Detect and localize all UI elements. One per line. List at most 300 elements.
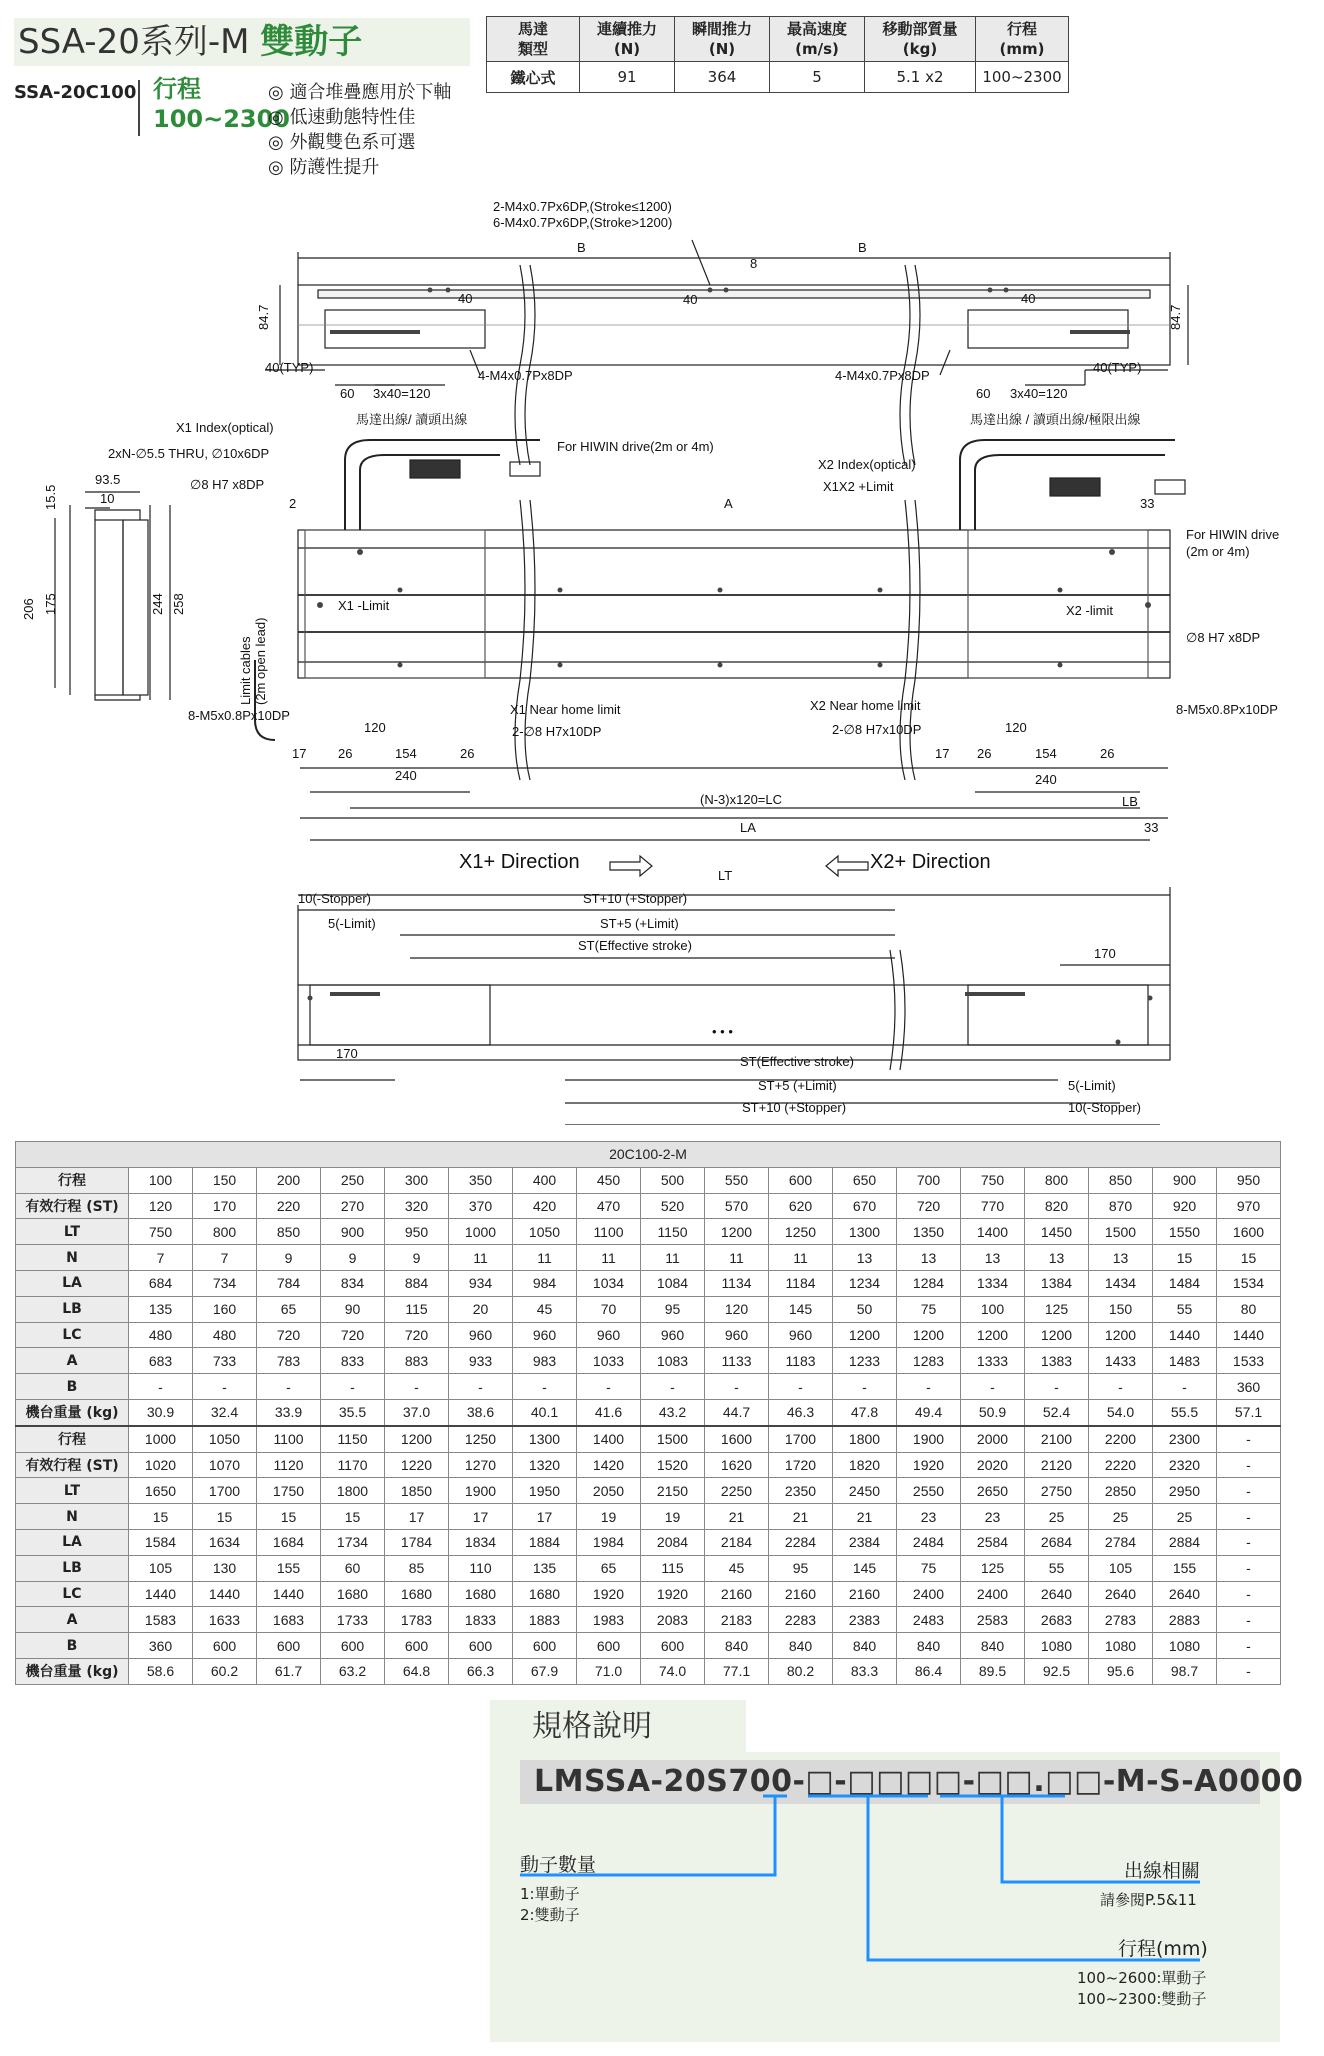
table-cell: 2200 <box>1089 1426 1153 1452</box>
table-cell: 17 <box>385 1504 449 1530</box>
table-cell: 1400 <box>961 1219 1025 1245</box>
svg-text:2-M4x0.7Px6DP,(Stroke≤1200): 2-M4x0.7Px6DP,(Stroke≤1200) <box>493 199 672 214</box>
table-cell: 600 <box>257 1633 321 1659</box>
table-cell: 63.2 <box>321 1658 385 1684</box>
svg-text:Limit cables: Limit cables <box>238 636 253 705</box>
table-cell: - <box>577 1374 641 1400</box>
svg-text:LB: LB <box>1122 794 1138 809</box>
row-header: LA <box>16 1529 129 1555</box>
spec-header: 馬達 類型 <box>487 17 580 62</box>
title-highlight: 雙動子 <box>260 22 363 62</box>
table-cell: 11 <box>513 1245 577 1271</box>
table-cell: 420 <box>513 1193 577 1219</box>
row-header: B <box>16 1374 129 1400</box>
svg-text:40: 40 <box>1021 291 1036 306</box>
row-header: 有效行程 (ST) <box>16 1193 129 1219</box>
table-cell: 2350 <box>769 1478 833 1504</box>
table-cell: 960 <box>577 1322 641 1348</box>
table-cell: - <box>1217 1555 1281 1581</box>
table-cell: 115 <box>641 1555 705 1581</box>
table-cell: 550 <box>705 1167 769 1193</box>
table-cell: 45 <box>513 1296 577 1322</box>
table-cell: 150 <box>193 1167 257 1193</box>
feature-item: ◎ 低速動態特性佳 <box>268 105 451 130</box>
svg-text:• • •: • • • <box>712 1024 733 1039</box>
table-cell: 1080 <box>1153 1633 1217 1659</box>
table-cell: 2784 <box>1089 1529 1153 1555</box>
svg-text:ST(Effective stroke): ST(Effective stroke) <box>578 938 692 953</box>
svg-text:4-M4x0.7Px8DP: 4-M4x0.7Px8DP <box>478 368 573 383</box>
table-cell: 75 <box>897 1555 961 1581</box>
table-cell: 2883 <box>1153 1607 1217 1633</box>
table-cell: 1920 <box>577 1581 641 1607</box>
table-cell: 470 <box>577 1193 641 1219</box>
table-cell: 1600 <box>705 1426 769 1452</box>
table-cell: 733 <box>193 1348 257 1374</box>
table-cell: 934 <box>449 1270 513 1296</box>
table-cell: 2640 <box>1025 1581 1089 1607</box>
table-cell: 850 <box>1089 1167 1153 1193</box>
table-cell: 1550 <box>1153 1219 1217 1245</box>
svg-text:X2 -limit: X2 -limit <box>1066 603 1113 618</box>
table-cell: 600 <box>449 1633 513 1659</box>
table-cell: 2283 <box>769 1607 833 1633</box>
table-cell: 1680 <box>449 1581 513 1607</box>
table-cell: 52.4 <box>1025 1399 1089 1425</box>
table-cell: 2783 <box>1089 1607 1153 1633</box>
table-cell: 105 <box>129 1555 193 1581</box>
table-cell: - <box>257 1374 321 1400</box>
table-cell: 7 <box>193 1245 257 1271</box>
svg-text:馬達出線/ 讀頭出線: 馬達出線/ 讀頭出線 <box>356 412 468 427</box>
table-cell: 2320 <box>1153 1452 1217 1478</box>
table-cell: 2400 <box>961 1581 1025 1607</box>
table-cell: 120 <box>129 1193 193 1219</box>
table-cell: 9 <box>385 1245 449 1271</box>
table-cell: - <box>1025 1374 1089 1400</box>
table-cell: 125 <box>1025 1296 1089 1322</box>
svg-text:17: 17 <box>935 746 950 761</box>
table-cell: 1433 <box>1089 1348 1153 1374</box>
table-cell: 83.3 <box>833 1658 897 1684</box>
svg-text:X1 Index(optical): X1 Index(optical) <box>176 420 274 435</box>
table-cell: 9 <box>257 1245 321 1271</box>
table-cell: 90 <box>321 1296 385 1322</box>
table-cell: 1800 <box>833 1426 897 1452</box>
table-cell: 1434 <box>1089 1270 1153 1296</box>
table-cell: 1834 <box>449 1529 513 1555</box>
table-cell: 160 <box>193 1296 257 1322</box>
svg-text:∅8 H7 x8DP: ∅8 H7 x8DP <box>1186 630 1261 645</box>
table-cell: 784 <box>257 1270 321 1296</box>
table-cell: 2400 <box>897 1581 961 1607</box>
table-cell: 37.0 <box>385 1399 449 1425</box>
table-cell: 43.2 <box>641 1399 705 1425</box>
table-cell: 15 <box>1153 1245 1217 1271</box>
stroke-option: 100~2300:雙動子 <box>1077 1990 1207 2008</box>
table-cell: 15 <box>193 1504 257 1530</box>
table-cell: 720 <box>897 1193 961 1219</box>
table-cell: 2220 <box>1089 1452 1153 1478</box>
table-cell: 33.9 <box>257 1399 321 1425</box>
table-cell: 360 <box>1217 1374 1281 1400</box>
table-cell: 1133 <box>705 1348 769 1374</box>
table-cell: 2484 <box>897 1529 961 1555</box>
table-cell: 85 <box>385 1555 449 1581</box>
table-cell: 1234 <box>833 1270 897 1296</box>
table-cell: 155 <box>257 1555 321 1581</box>
table-cell: 57.1 <box>1217 1399 1281 1425</box>
table-cell: 130 <box>193 1555 257 1581</box>
svg-text:120: 120 <box>364 720 386 735</box>
table-cell: 2020 <box>961 1452 1025 1478</box>
table-cell: - <box>449 1374 513 1400</box>
svg-text:X1+ Direction: X1+ Direction <box>459 851 580 873</box>
table-cell: 2083 <box>641 1607 705 1633</box>
table-cell: 2183 <box>705 1607 769 1633</box>
table-cell: 2050 <box>577 1478 641 1504</box>
table-cell: 70 <box>577 1296 641 1322</box>
table-cell: 960 <box>449 1322 513 1348</box>
svg-text:X2+ Direction: X2+ Direction <box>870 851 991 873</box>
table-cell: 650 <box>833 1167 897 1193</box>
svg-text:154: 154 <box>395 746 417 761</box>
movers-option: 2:雙動子 <box>520 1906 580 1924</box>
table-cell: 30.9 <box>129 1399 193 1425</box>
svg-text:X1 -Limit: X1 -Limit <box>338 598 390 613</box>
svg-text:206: 206 <box>21 598 36 620</box>
table-cell: 1520 <box>641 1452 705 1478</box>
table-cell: 100 <box>961 1296 1025 1322</box>
table-cell: 600 <box>577 1633 641 1659</box>
table-cell: 2950 <box>1153 1478 1217 1504</box>
table-cell: 135 <box>129 1296 193 1322</box>
svg-text:ST(Effective stroke): ST(Effective stroke) <box>740 1054 854 1069</box>
table-cell: 1270 <box>449 1452 513 1478</box>
table-cell: 1733 <box>321 1607 385 1633</box>
table-cell: 145 <box>769 1296 833 1322</box>
table-cell: 933 <box>449 1348 513 1374</box>
table-cell: 55.5 <box>1153 1399 1217 1425</box>
table-cell: 2584 <box>961 1529 1025 1555</box>
table-cell: 75 <box>897 1296 961 1322</box>
svg-text:240: 240 <box>395 768 417 783</box>
table-cell: 95 <box>769 1555 833 1581</box>
table-cell: - <box>1217 1478 1281 1504</box>
model-name: SSA-20C100 <box>14 82 137 103</box>
table-cell: 600 <box>385 1633 449 1659</box>
spec-cell: 100~2300 <box>976 62 1069 93</box>
table-cell: 135 <box>513 1555 577 1581</box>
table-cell: - <box>1217 1504 1281 1530</box>
table-cell: 1080 <box>1025 1633 1089 1659</box>
table-cell: 61.7 <box>257 1658 321 1684</box>
table-cell: 450 <box>577 1167 641 1193</box>
table-cell: 21 <box>769 1504 833 1530</box>
table-cell: 1183 <box>769 1348 833 1374</box>
table-cell: 86.4 <box>897 1658 961 1684</box>
table-cell: 1634 <box>193 1529 257 1555</box>
table-cell: 50 <box>833 1296 897 1322</box>
table-cell: 21 <box>705 1504 769 1530</box>
table-cell: 19 <box>577 1504 641 1530</box>
svg-text:33: 33 <box>1144 820 1159 835</box>
table-cell: - <box>1153 1374 1217 1400</box>
svg-text:84.7: 84.7 <box>1168 304 1183 330</box>
svg-text:5(-Limit): 5(-Limit) <box>328 916 376 931</box>
svg-text:2xN-∅5.5 THRU, ∅10x6DP: 2xN-∅5.5 THRU, ∅10x6DP <box>108 446 270 461</box>
svg-text:15.5: 15.5 <box>43 484 58 510</box>
table-cell: 1420 <box>577 1452 641 1478</box>
table-cell: 670 <box>833 1193 897 1219</box>
table-cell: 1440 <box>129 1581 193 1607</box>
table-cell: 600 <box>769 1167 833 1193</box>
svg-text:244: 244 <box>150 593 165 615</box>
table-cell: 23 <box>961 1504 1025 1530</box>
feature-item: ◎ 適合堆疊應用於下軸 <box>268 80 451 105</box>
table-cell: 25 <box>1025 1504 1089 1530</box>
table-cell: 2384 <box>833 1529 897 1555</box>
svg-text:B: B <box>577 240 586 255</box>
stroke-range: 100~2300 <box>153 105 291 133</box>
table-cell: 1200 <box>385 1426 449 1452</box>
svg-text:X1X2 +Limit: X1X2 +Limit <box>823 479 894 494</box>
table-cell: 54.0 <box>1089 1399 1153 1425</box>
table-cell: 770 <box>961 1193 1025 1219</box>
svg-text:For HIWIN drive(2m or 4m): For HIWIN drive(2m or 4m) <box>557 439 714 454</box>
svg-text:ST+10 (+Stopper): ST+10 (+Stopper) <box>742 1100 847 1115</box>
table-cell: 1620 <box>705 1452 769 1478</box>
table-cell: 1220 <box>385 1452 449 1478</box>
spec-cell: 5.1 x2 <box>865 62 976 93</box>
movers-title: 動子數量 <box>520 1854 597 1876</box>
svg-text:LT: LT <box>718 868 733 883</box>
table-cell: 984 <box>513 1270 577 1296</box>
table-cell: 1984 <box>577 1529 641 1555</box>
table-cell: 17 <box>449 1504 513 1530</box>
table-cell: - <box>1217 1581 1281 1607</box>
table-cell: 120 <box>705 1296 769 1322</box>
table-cell: 71.0 <box>577 1658 641 1684</box>
table-cell: 1000 <box>449 1219 513 1245</box>
table-cell: 20 <box>449 1296 513 1322</box>
table-cell: 883 <box>385 1348 449 1374</box>
svg-text:∅8 H7 x8DP: ∅8 H7 x8DP <box>190 477 265 492</box>
table-cell: 46.3 <box>769 1399 833 1425</box>
table-cell: 1050 <box>513 1219 577 1245</box>
table-cell: 1484 <box>1153 1270 1217 1296</box>
table-cell: 80 <box>1217 1296 1281 1322</box>
spec-cell: 91 <box>580 62 675 93</box>
table-cell: 19 <box>641 1504 705 1530</box>
row-header: 機台重量 (kg) <box>16 1658 129 1684</box>
table-cell: 970 <box>1217 1193 1281 1219</box>
table-cell: 1720 <box>769 1452 833 1478</box>
table-cell: 600 <box>321 1633 385 1659</box>
table-cell: 600 <box>193 1633 257 1659</box>
table-cell: 110 <box>449 1555 513 1581</box>
table-cell: 1784 <box>385 1529 449 1555</box>
table-cell: 1350 <box>897 1219 961 1245</box>
table-cell: - <box>1217 1633 1281 1659</box>
svg-text:40: 40 <box>458 291 473 306</box>
table-cell: 92.5 <box>1025 1658 1089 1684</box>
table-cell: 15 <box>129 1504 193 1530</box>
table-cell: 320 <box>385 1193 449 1219</box>
title-main: SSA-20系列-M <box>18 22 261 62</box>
table-cell: 145 <box>833 1555 897 1581</box>
table-cell: 17 <box>513 1504 577 1530</box>
table-cell: 95.6 <box>1089 1658 1153 1684</box>
cable-title: 出線相關 <box>1124 1860 1201 1882</box>
table-cell: 1680 <box>321 1581 385 1607</box>
table-cell: 1250 <box>449 1426 513 1452</box>
table-cell: 7 <box>129 1245 193 1271</box>
table-cell: 1250 <box>769 1219 833 1245</box>
table-cell: 1680 <box>513 1581 577 1607</box>
table-cell: 870 <box>1089 1193 1153 1219</box>
table-cell: 840 <box>833 1633 897 1659</box>
table-cell: 155 <box>1153 1555 1217 1581</box>
table-cell: 600 <box>641 1633 705 1659</box>
table-cell: 1184 <box>769 1270 833 1296</box>
table-cell: 1233 <box>833 1348 897 1374</box>
table-cell: 95 <box>641 1296 705 1322</box>
table-cell: 13 <box>1025 1245 1089 1271</box>
table-cell: 13 <box>833 1245 897 1271</box>
table-cell: 1584 <box>129 1529 193 1555</box>
table-cell: 1483 <box>1153 1348 1217 1374</box>
table-cell: 2300 <box>1153 1426 1217 1452</box>
table-cell: 74.0 <box>641 1658 705 1684</box>
table-cell: 750 <box>129 1219 193 1245</box>
table-cell: 49.4 <box>897 1399 961 1425</box>
svg-text:40(TYP): 40(TYP) <box>265 360 314 375</box>
svg-text:154: 154 <box>1035 746 1057 761</box>
table-cell: 1334 <box>961 1270 1025 1296</box>
table-cell: 21 <box>833 1504 897 1530</box>
table-cell: 1683 <box>257 1607 321 1633</box>
row-header: 機台重量 (kg) <box>16 1399 129 1425</box>
table-cell: 98.7 <box>1153 1658 1217 1684</box>
table-cell: 1033 <box>577 1348 641 1374</box>
table-cell: 1200 <box>897 1322 961 1348</box>
svg-text:170: 170 <box>336 1046 358 1061</box>
table-cell: - <box>769 1374 833 1400</box>
table-cell: 2250 <box>705 1478 769 1504</box>
svg-text:8-M5x0.8Px10DP: 8-M5x0.8Px10DP <box>1176 702 1278 717</box>
cable-ref: 請參閱P.5&11 <box>1100 1891 1197 1909</box>
svg-text:84.7: 84.7 <box>256 304 271 330</box>
spec-header: 連續推力 (N) <box>580 17 675 62</box>
table-cell: - <box>1089 1374 1153 1400</box>
table-cell: 1750 <box>257 1478 321 1504</box>
table-cell: - <box>897 1374 961 1400</box>
table-cell: 2284 <box>769 1529 833 1555</box>
table-cell: 1633 <box>193 1607 257 1633</box>
table-cell: 1800 <box>321 1478 385 1504</box>
svg-text:For HIWIN drive: For HIWIN drive <box>1186 527 1280 542</box>
table-cell: 1383 <box>1025 1348 1089 1374</box>
svg-text:B: B <box>858 240 867 255</box>
svg-text:馬達出線 / 讀頭出線/極限出線: 馬達出線 / 讀頭出線/極限出線 <box>970 412 1141 427</box>
table-cell: 270 <box>321 1193 385 1219</box>
table-cell: 400 <box>513 1167 577 1193</box>
table-cell: 960 <box>769 1322 833 1348</box>
table-cell: 60.2 <box>193 1658 257 1684</box>
table-cell: 11 <box>449 1245 513 1271</box>
table-cell: 1333 <box>961 1348 1025 1374</box>
svg-text:X2 Index(optical): X2 Index(optical) <box>818 457 916 472</box>
spec-header: 行程 (mm) <box>976 17 1069 62</box>
svg-text:X2 Near home limit: X2 Near home limit <box>810 698 921 713</box>
table-cell: - <box>1217 1607 1281 1633</box>
table-cell: 64.8 <box>385 1658 449 1684</box>
table-cell: 1900 <box>449 1478 513 1504</box>
table-cell: 13 <box>961 1245 1025 1271</box>
svg-text:(2m or 4m): (2m or 4m) <box>1186 544 1250 559</box>
table-cell: 2100 <box>1025 1426 1089 1452</box>
table-cell: 1450 <box>1025 1219 1089 1245</box>
row-header: LC <box>16 1322 129 1348</box>
table-cell: - <box>833 1374 897 1400</box>
table-cell: 300 <box>385 1167 449 1193</box>
table-cell: 45 <box>705 1555 769 1581</box>
table-cell: 1283 <box>897 1348 961 1374</box>
table-cell: 750 <box>961 1167 1025 1193</box>
table-cell: 1700 <box>193 1478 257 1504</box>
svg-text:26: 26 <box>1100 746 1115 761</box>
table-cell: 1320 <box>513 1452 577 1478</box>
table-cell: 1100 <box>577 1219 641 1245</box>
table-cell: 1150 <box>321 1426 385 1452</box>
table-cell: 950 <box>1217 1167 1281 1193</box>
table-cell: 50.9 <box>961 1399 1025 1425</box>
table-cell: 9 <box>321 1245 385 1271</box>
table-cell: 1034 <box>577 1270 641 1296</box>
table-cell: 1783 <box>385 1607 449 1633</box>
table-cell: 1534 <box>1217 1270 1281 1296</box>
table-cell: 15 <box>257 1504 321 1530</box>
svg-text:(N-3)x120=LC: (N-3)x120=LC <box>700 792 783 807</box>
table-cell: 1920 <box>641 1581 705 1607</box>
table-cell: 1070 <box>193 1452 257 1478</box>
table-cell: 960 <box>705 1322 769 1348</box>
table-cell: 2150 <box>641 1478 705 1504</box>
table-cell: 89.5 <box>961 1658 1025 1684</box>
table-cell: 950 <box>385 1219 449 1245</box>
table-cell: 1884 <box>513 1529 577 1555</box>
row-header: LT <box>16 1478 129 1504</box>
svg-text:8-M5x0.8Px10DP: 8-M5x0.8Px10DP <box>188 708 290 723</box>
feature-item: ◎ 防護性提升 <box>268 155 451 180</box>
svg-text:10: 10 <box>100 491 115 506</box>
table-cell: 960 <box>513 1322 577 1348</box>
table-cell: 41.6 <box>577 1399 641 1425</box>
table-cell: 125 <box>961 1555 1025 1581</box>
table-cell: 65 <box>577 1555 641 1581</box>
table-cell: 47.8 <box>833 1399 897 1425</box>
table-cell: 1120 <box>257 1452 321 1478</box>
svg-text:40: 40 <box>683 292 698 307</box>
spec-header: 最高速度 (m/s) <box>770 17 865 62</box>
table-cell: 1083 <box>641 1348 705 1374</box>
table-cell: 2550 <box>897 1478 961 1504</box>
svg-text:60: 60 <box>976 386 991 401</box>
table-cell: 1284 <box>897 1270 961 1296</box>
table-cell: 983 <box>513 1348 577 1374</box>
table-cell: 1500 <box>641 1426 705 1452</box>
